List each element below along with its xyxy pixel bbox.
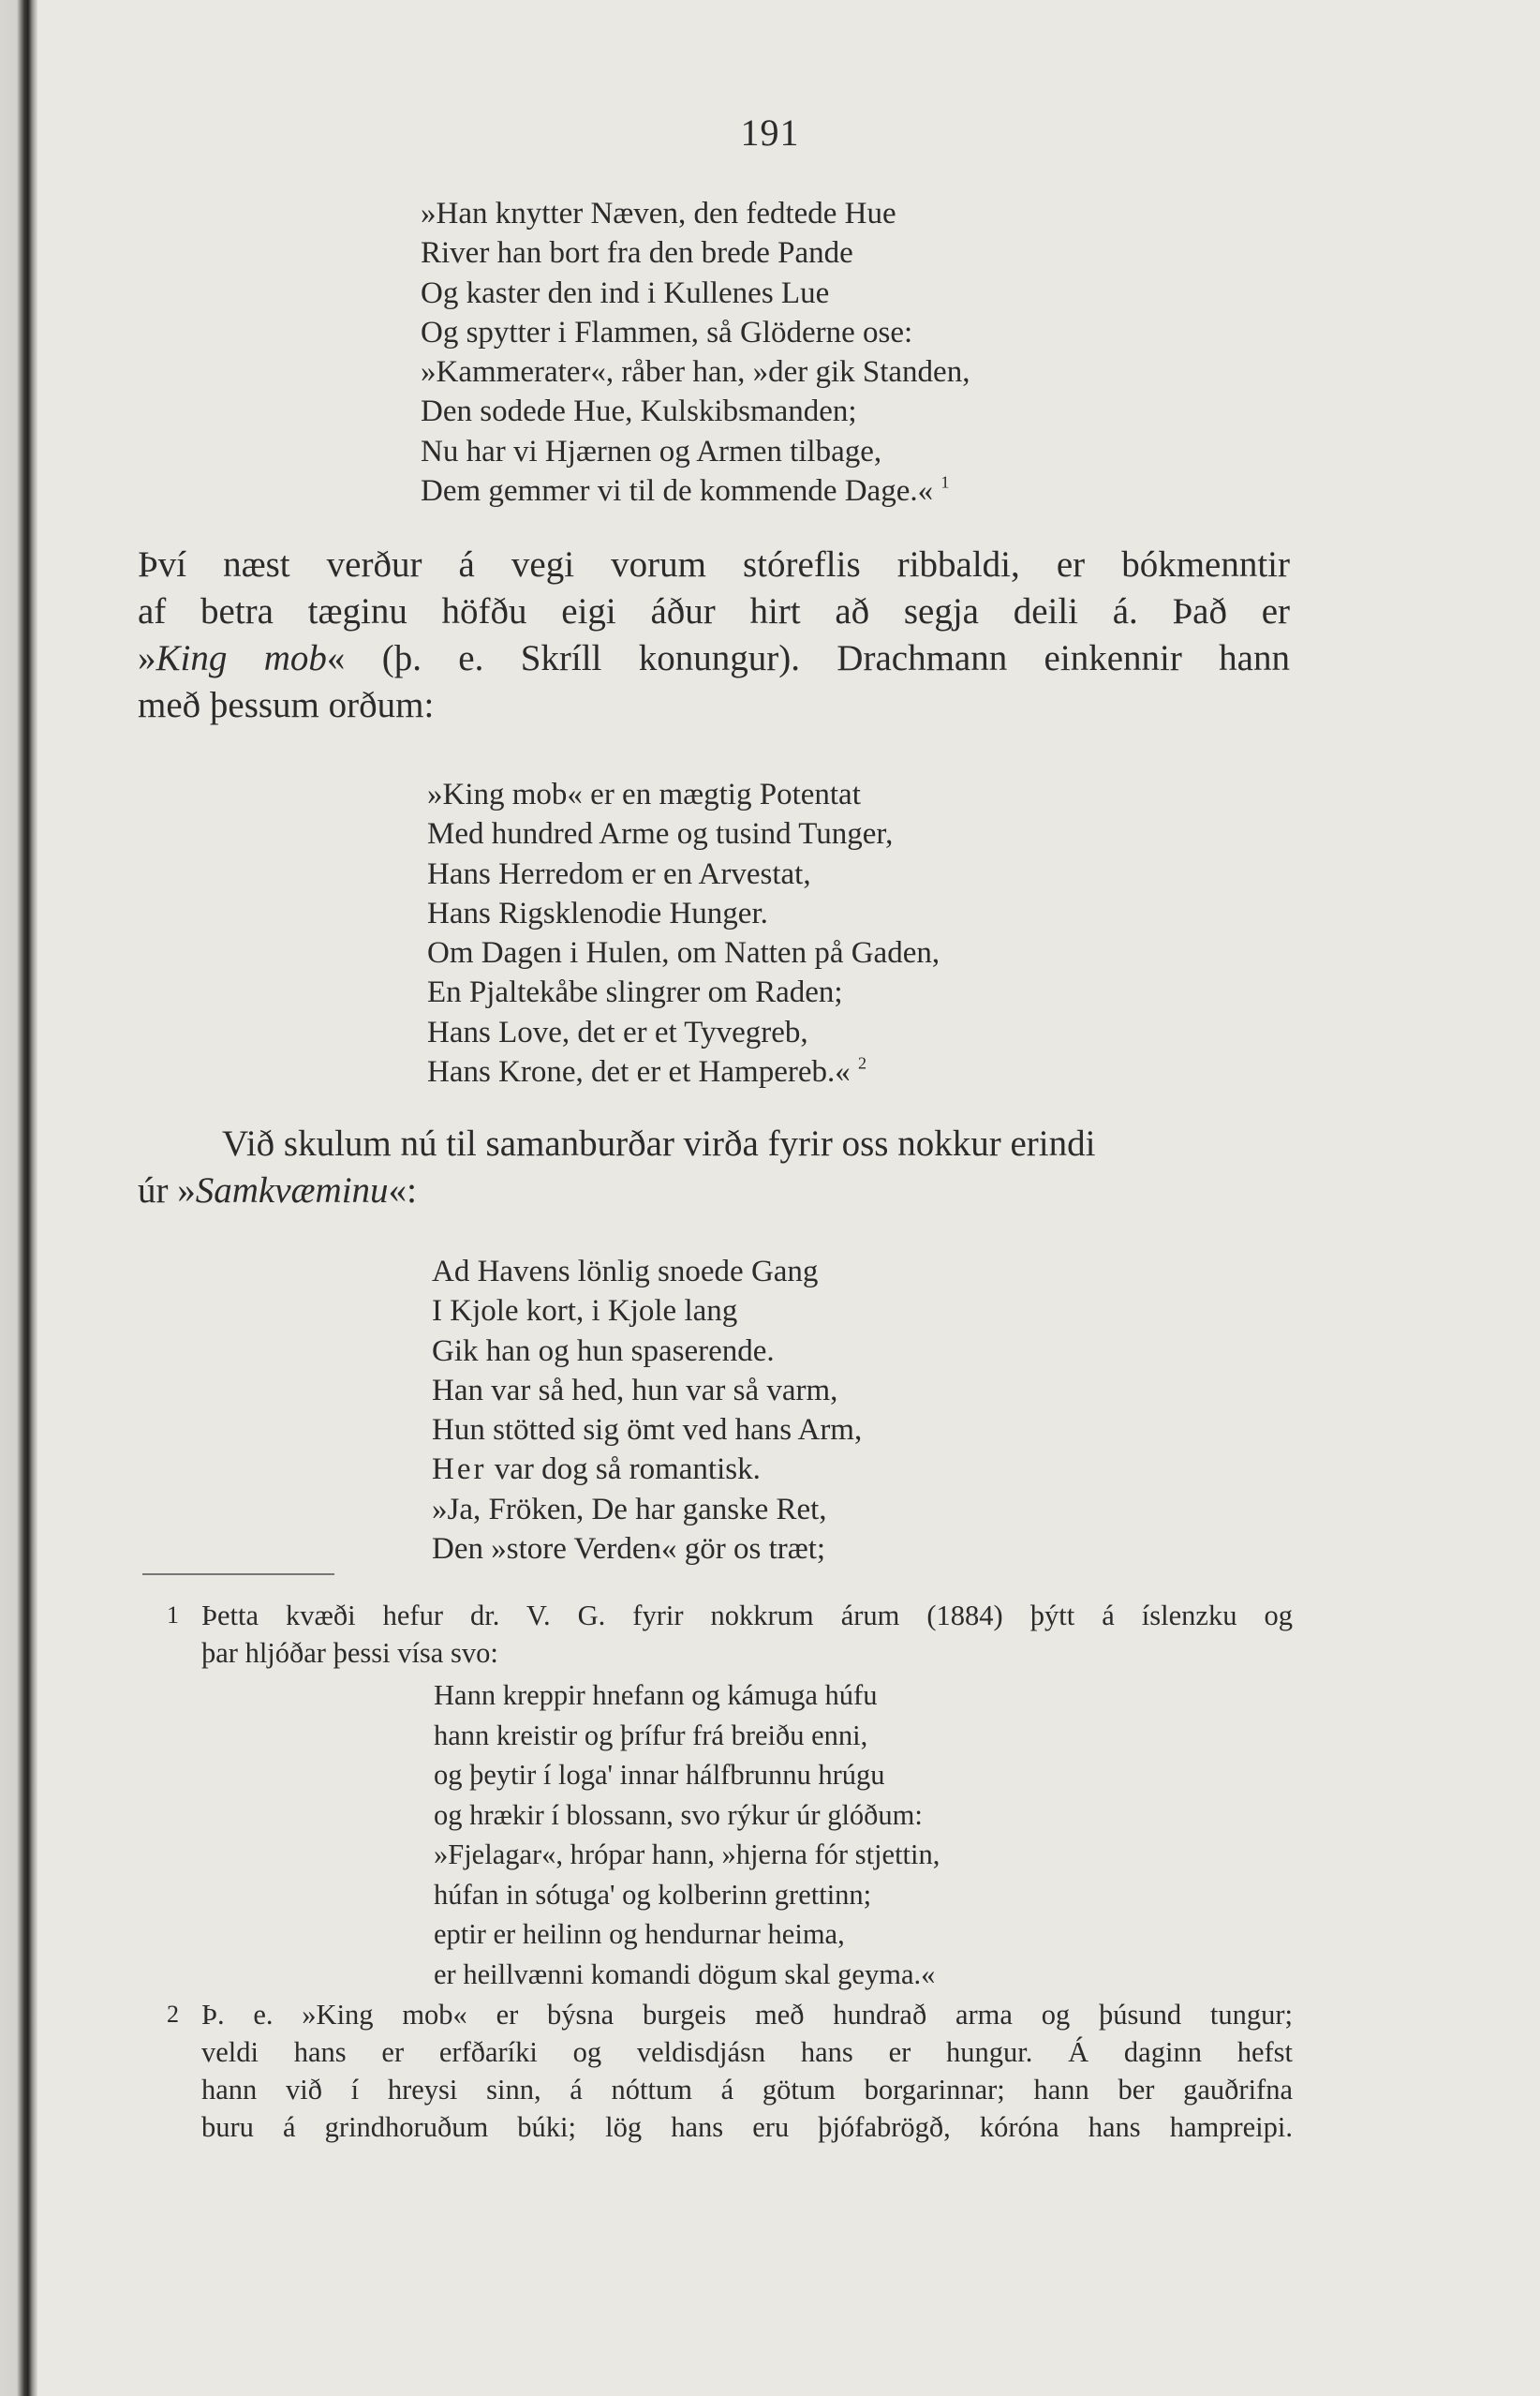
footnote-ref-1: 1 — [940, 472, 950, 492]
verse-line: Gik han og hun spaserende. — [432, 1333, 775, 1368]
footnote-2 — [167, 1996, 1293, 2146]
verse-line-text: Dem gemmer vi til de kommende Dage.« — [421, 474, 934, 509]
verse-line: Den »store Verden« gör os træt; — [432, 1532, 826, 1567]
paragraph-samkvaeminu-intro — [138, 1121, 1290, 1214]
verse-line: I Kjole kort, i Kjole lang — [432, 1294, 738, 1329]
verse-line: Hann kreppir hnefann og kámuga húfu — [434, 1679, 878, 1711]
verse-samkvaeminu — [432, 1252, 862, 1569]
verse-line: River han bort fra den brede Pande — [421, 236, 853, 271]
footnote-ref-2: 2 — [858, 1053, 867, 1073]
verse-line: En Pjaltekåbe slingrer om Raden; — [427, 975, 843, 1010]
verse-line: og hrækir í blossann, svo rýkur úr glóðum: — [434, 1798, 923, 1831]
verse-drachmann-stanza-1 — [421, 194, 970, 511]
verse-line: Hans Rigsklenodie Hunger. — [427, 896, 768, 930]
paragraph-king-mob-intro — [138, 542, 1290, 729]
footnote-1-verse — [434, 1675, 940, 1994]
verse-line: Ad Havens lönlig snoede Gang — [432, 1255, 819, 1288]
footnote-1 — [167, 1597, 1293, 1672]
footnote-line: hann við í hreysi sinn, á nóttum á götum borgarinnar; hann ber gauðrifna — [201, 2074, 1293, 2106]
quote-close: «: — [388, 1170, 417, 1211]
quote-open: » — [138, 638, 156, 678]
footnote-marker: 1 — [167, 1601, 179, 1629]
verse-line: »Fjelagar«, hrópar hann, »hjerna fór stjettin, — [434, 1838, 940, 1870]
prose-line: Því næst verður á vegi vorum stóreflis ribbaldi, er bókmenntir — [138, 544, 1290, 585]
verse-line: og þeytir í loga' innar hálfbrunnu hrúgu — [434, 1759, 885, 1791]
verse-line: Nu har vi Hjærnen og Armen tilbage, — [421, 434, 882, 469]
verse-line: eptir er heilinn og hendurnar heima, — [434, 1918, 845, 1950]
verse-line: Om Dagen i Hulen, om Natten på Gaden, — [427, 936, 940, 971]
verse-line: Hans Herredom er en Arvestat, — [427, 856, 811, 891]
verse-line: »King mob« er en mægtig Potentat — [427, 778, 861, 811]
footnote-line: buru á grindhoruðum búki; lög hans eru þjófabrögð, kóróna hans hampreipi. — [201, 2111, 1293, 2143]
verse-line-text: Hans Krone, det er et Hampereb.« — [427, 1055, 851, 1090]
prose-line: Við skulum nú til samanburðar virða fyrir oss nokkur erindi — [222, 1124, 1096, 1164]
verse-line — [432, 1450, 862, 1489]
italic-samkvaeminu: Samkvæminu — [195, 1170, 389, 1211]
verse-line-rest: var dog så romantisk. — [486, 1452, 761, 1487]
spaced-word: Her — [432, 1452, 487, 1487]
footnote-line: þar hljóðar þessi vísa svo: — [201, 1637, 498, 1669]
italic-king-mob: King mob — [155, 638, 327, 678]
verse-line: hann kreistir og þrífur frá breiðu enni, — [434, 1719, 868, 1751]
verse-king-mob — [427, 775, 940, 1092]
verse-line: Hun stötted sig ömt ved hans Arm, — [432, 1413, 863, 1448]
footnote-separator — [142, 1573, 334, 1575]
prose-text: úr » — [138, 1170, 196, 1211]
verse-line: »Ja, Fröken, De har ganske Ret, — [432, 1492, 827, 1526]
footnote-line: Þ. e. »King mob« er býsna burgeis með hundrað arma og þúsund tungur; — [201, 1999, 1293, 2031]
prose-line: með þessum orðum: — [138, 685, 435, 725]
verse-line: Og kaster den ind i Kullenes Lue — [421, 275, 830, 310]
footnote-marker: 2 — [167, 2001, 179, 2028]
prose-line — [138, 635, 1290, 682]
verse-line: Han var så hed, hun var så varm, — [432, 1373, 838, 1407]
verse-line: Og spytter i Flammen, så Glöderne ose: — [421, 315, 913, 350]
footnote-line: Þetta kvæði hefur dr. V. G. fyrir nokkrum árum (1884) þýtt á íslenzku og — [201, 1600, 1293, 1631]
prose-text: « (þ. e. Skríll konungur). Drachmann einkennir hann — [326, 638, 1290, 678]
verse-line: »Kammerater«, råber han, »der gik Standen, — [421, 355, 970, 390]
verse-line: Den sodede Hue, Kulskibsmanden; — [421, 394, 857, 429]
verse-line — [421, 471, 970, 511]
verse-line: er heillvænni komandi dögum skal geyma.« — [434, 1957, 936, 1990]
prose-line: af betra tæginu höfðu eigi áður hirt að segja deili á. Það er — [138, 591, 1290, 632]
book-spine-shadow — [0, 0, 37, 2396]
verse-line: Med hundred Arme og tusind Tunger, — [427, 817, 894, 852]
prose-line — [138, 1168, 1290, 1214]
verse-line: Hans Love, det er et Tyvegreb, — [427, 1015, 808, 1049]
verse-line — [427, 1052, 940, 1092]
footnote-line: veldi hans er erfðaríki og veldisdjásn hans er hungur. Á daginn hefst — [201, 2036, 1293, 2068]
page-number: 191 — [740, 112, 800, 154]
verse-line: húfan in sótuga' og kolberinn grettinn; — [434, 1878, 872, 1911]
verse-line: »Han knytter Næven, den fedtede Hue — [421, 197, 896, 231]
